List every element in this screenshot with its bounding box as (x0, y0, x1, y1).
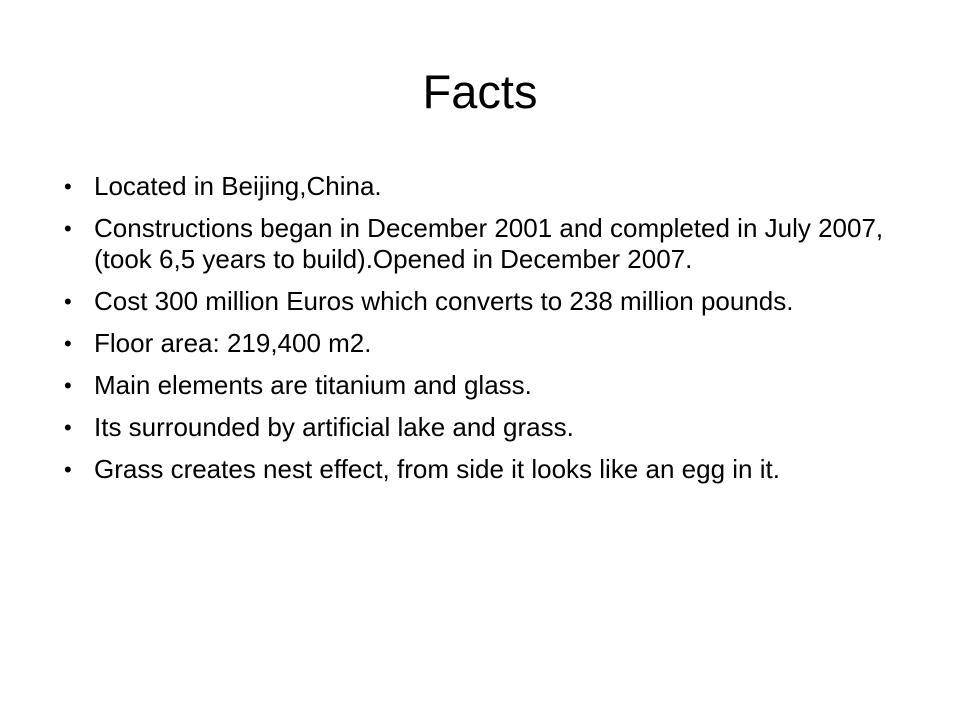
bullet-item (64, 286, 916, 317)
bullet-text: Floor area: 219,400 m2. (94, 328, 372, 358)
bullet-item (64, 328, 916, 359)
bullet-text: Constructions began in December 2001 and completed in July 2007,(took 6,5 years to build).Opened in December 2007. (94, 213, 884, 274)
bullet-item (64, 213, 916, 275)
bullet-icon: • (64, 174, 72, 199)
bullet-icon: • (64, 373, 72, 398)
bullet-icon: • (64, 415, 72, 440)
bullet-text: Main elements are titanium and glass. (94, 370, 532, 400)
bullet-icon: • (64, 331, 72, 356)
bullet-icon: • (64, 289, 72, 314)
bullet-icon: • (64, 216, 72, 241)
bullet-item (64, 171, 916, 202)
bullet-text: Grass creates nest effect, from side it looks like an egg in it. (94, 454, 780, 484)
bullet-list (64, 171, 916, 496)
bullet-item (64, 370, 916, 401)
bullet-text: Cost 300 million Euros which converts to 238 million pounds. (94, 286, 794, 316)
bullet-text: Its surrounded by artificial lake and grass. (94, 412, 574, 442)
bullet-item (64, 454, 916, 485)
bullet-icon: • (64, 457, 72, 482)
slide-title: Facts (422, 65, 538, 118)
bullet-item (64, 412, 916, 443)
bullet-text: Located in Beijing,China. (94, 171, 382, 201)
